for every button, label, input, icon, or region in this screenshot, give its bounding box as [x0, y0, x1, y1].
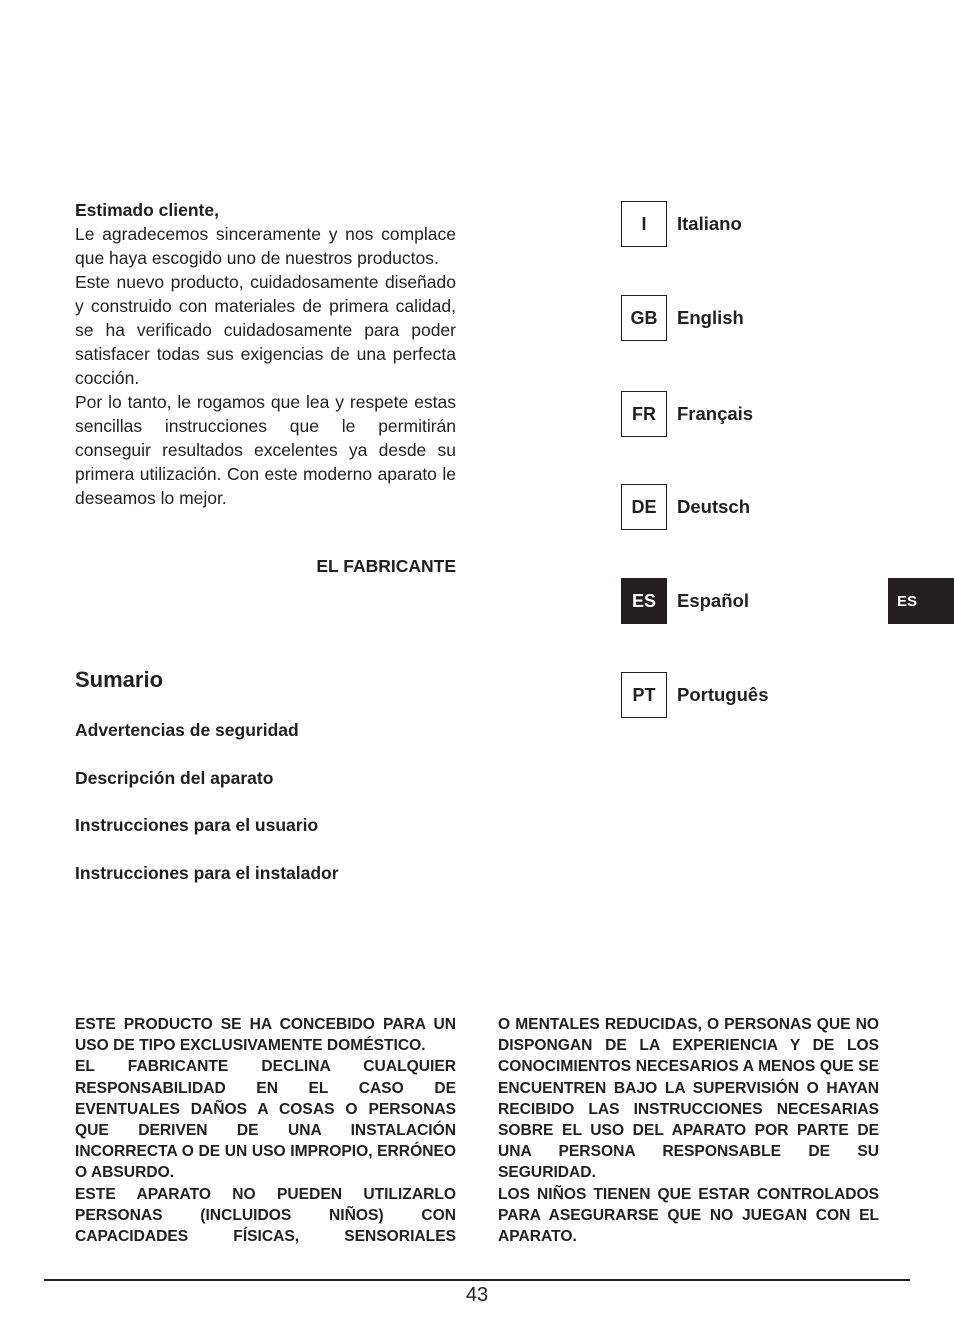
summary-title: Sumario [75, 667, 164, 692]
language-code: GB [621, 295, 667, 341]
greeting: Estimado cliente, [75, 200, 219, 220]
language-name: Deutsch [677, 496, 750, 517]
language-side-tab: ES [888, 578, 954, 624]
language-name: Português [677, 684, 769, 705]
summary-item-installer[interactable]: Instrucciones para el instalador [75, 863, 339, 883]
warning-paragraph: O MENTALES REDUCIDAS, O PERSONAS QUE NO DISPONGAN DE LA EXPERIENCIA Y DE LOS CONOCIMIENTOS NECESARIOS A MENOS QUE SE ENCUENTREN BAJO LA SUPERVISIÓN O HAYAN RECIBIDO LAS INSTRUCCIONES NECESARIAS SOBRE EL USO DEL APARATO POR PARTE DE UNA PERSONA RESPONSABLE DE SU SEGURIDAD. [498, 1016, 879, 1182]
language-code: FR [621, 391, 667, 437]
language-code: DE [621, 484, 667, 530]
summary-item-safety[interactable]: Advertencias de seguridad [75, 720, 299, 740]
language-code: PT [621, 672, 667, 718]
summary-item-user[interactable]: Instrucciones para el usuario [75, 815, 319, 835]
language-name: Italiano [677, 213, 742, 234]
language-name: Français [677, 403, 754, 424]
language-item-italiano[interactable] [621, 200, 742, 248]
language-item-portugues[interactable] [621, 671, 768, 719]
language-item-deutsch[interactable] [621, 483, 750, 531]
warning-paragraph: EL FABRICANTE DECLINA CUALQUIER RESPONSABILIDAD EN EL CASO DE EVENTUALES DAÑOS A COSAS O PERSONAS QUE DERIVEN DE UNA INSTALACIÓN INCORRECTA O DE UN USO IMPROPIO, ERRÓNEO O ABSURDO. [75, 1058, 456, 1182]
footer-divider [44, 1279, 910, 1281]
language-item-espanol[interactable] [621, 577, 749, 625]
warning-paragraph: ESTE PRODUCTO SE HA CONCEBIDO PARA UN USO DE TIPO EXCLUSIVAMENTE DOMÉSTICO. [75, 1016, 456, 1055]
signature: EL FABRICANTE [316, 556, 456, 576]
page-number: 43 [465, 1284, 489, 1306]
summary-item-description[interactable]: Descripción del aparato [75, 768, 274, 788]
language-name: Español [677, 590, 749, 611]
warning-column-left [75, 1014, 456, 1247]
language-item-francais[interactable] [621, 390, 753, 438]
language-code: ES [621, 578, 667, 624]
intro-paragraph: Por lo tanto, le rogamos que lea y respete estas sencillas instrucciones que le permitirán conseguir resultados excelentes ya desde su primera utilización. Con este moderno aparato le deseamos lo mejor. [75, 392, 456, 508]
warning-paragraph: ESTE APARATO NO PUEDEN UTILIZARLO PERSONAS (INCLUIDOS NIÑOS) CON CAPACIDADES FÍSICAS, SENSORIALES [75, 1185, 456, 1246]
intro-paragraph: Le agradecemos sinceramente y nos complace que haya escogido uno de nuestros productos. [75, 224, 456, 268]
language-code: I [621, 201, 667, 247]
warning-column-right [498, 1014, 879, 1247]
intro-letter [75, 198, 456, 510]
language-item-english[interactable] [621, 294, 744, 342]
warning-paragraph: LOS NIÑOS TIENEN QUE ESTAR CONTROLADOS PARA ASEGURARSE QUE NO JUEGAN CON EL APARATO. [498, 1185, 879, 1246]
intro-paragraph: Este nuevo producto, cuidadosamente diseñado y construido con materiales de primera calidad, se ha verificado cuidadosamente para poder satisfacer todas sus exigencias de una perfecta cocción. [75, 272, 456, 388]
language-name: English [677, 307, 744, 328]
